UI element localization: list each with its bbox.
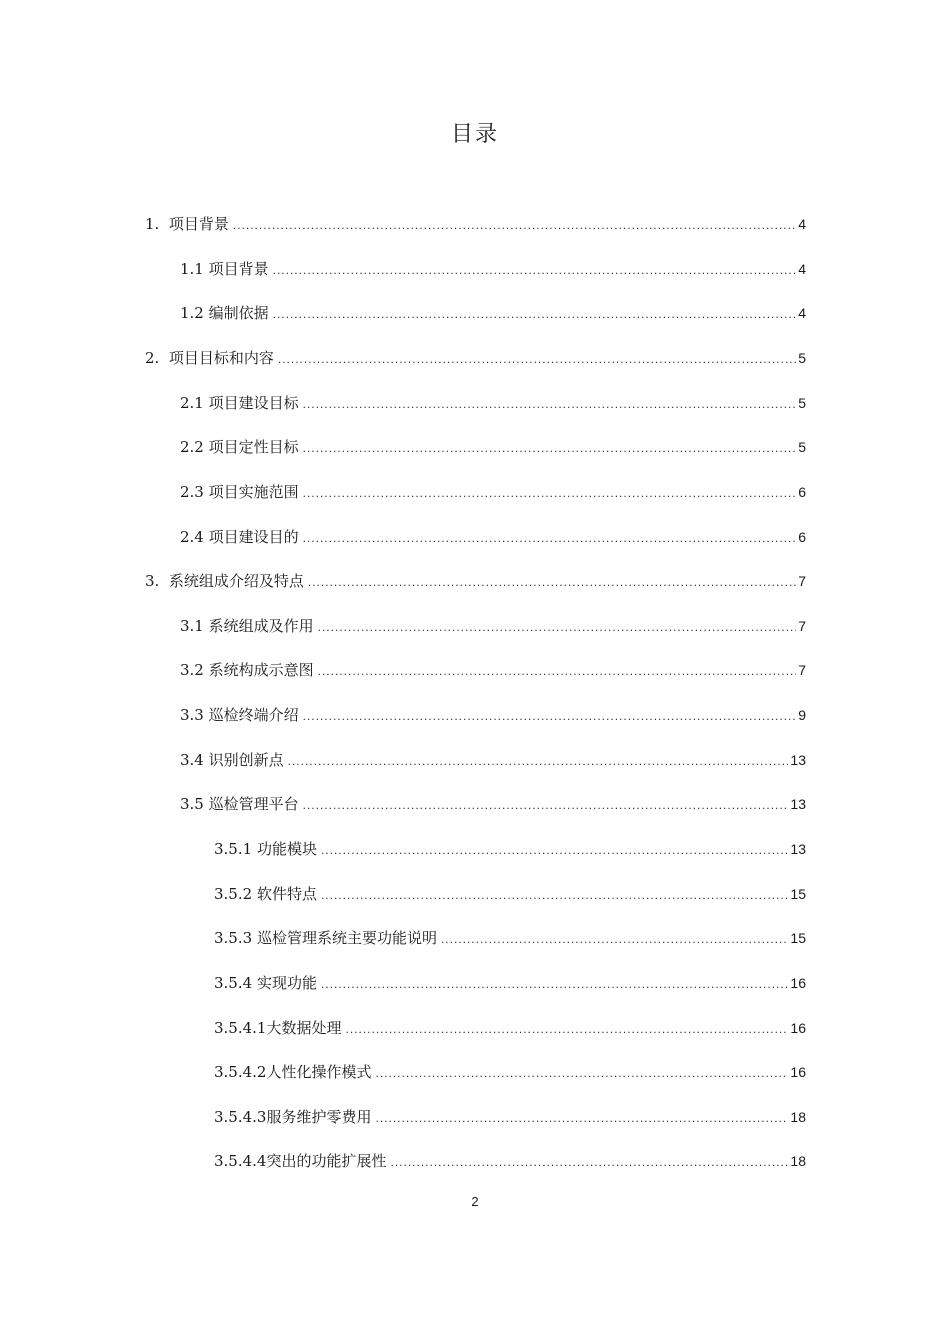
entry-title: 识别创新点 (208, 751, 284, 769)
entry-number: 3.3 (180, 706, 209, 724)
entry-page-number: 18 (790, 1153, 806, 1169)
entry-number: 3.5.4.1 (214, 1019, 267, 1037)
dot-leader (376, 1106, 789, 1130)
toc-entry-2[interactable] (145, 346, 806, 370)
toc-entry-3-4[interactable] (180, 748, 806, 772)
entry-title: 项目建设目的 (208, 528, 299, 546)
entry-page-number: 7 (798, 573, 806, 589)
entry-number: 3.5.3 (214, 929, 257, 947)
entry-page-number: 9 (798, 707, 806, 723)
entry-title: 项目建设目标 (208, 394, 299, 412)
entry-title: 人性化操作模式 (266, 1063, 372, 1081)
toc-entry-3-5-1[interactable] (214, 837, 806, 861)
entry-title: 项目定性目标 (208, 438, 299, 456)
dot-leader (321, 972, 788, 996)
dot-leader (303, 436, 797, 460)
toc-entry-3-5-2[interactable] (214, 882, 806, 906)
dot-leader (278, 347, 796, 371)
entry-number: 2. (145, 349, 169, 367)
entry-number: 2.2 (180, 438, 209, 456)
dot-leader (441, 927, 788, 951)
toc-entry-3[interactable] (145, 569, 806, 593)
entry-number: 2.1 (180, 394, 209, 412)
entry-title: 巡检管理系统主要功能说明 (256, 929, 437, 947)
entry-number: 1.2 (180, 304, 209, 322)
dot-leader (303, 704, 797, 728)
toc-entry-2-3[interactable] (180, 480, 806, 504)
toc-entry-3-2[interactable] (180, 658, 806, 682)
dot-leader (376, 1061, 789, 1085)
entry-title: 大数据处理 (266, 1019, 342, 1037)
entry-number: 1. (145, 215, 169, 233)
toc-entry-3-5-4-2[interactable] (214, 1060, 806, 1084)
dot-leader (303, 392, 797, 416)
entry-page-number: 4 (798, 216, 806, 232)
entry-page-number: 16 (790, 1064, 806, 1080)
toc-entry-1-1[interactable] (180, 257, 806, 281)
toc-entry-3-5-3[interactable] (214, 926, 806, 950)
entry-number: 3.4 (180, 751, 209, 769)
entry-page-number: 15 (790, 930, 806, 946)
toc-entry-3-5-4-3[interactable] (214, 1105, 806, 1129)
entry-number: 1.1 (180, 260, 209, 278)
toc-entry-3-5-4-1[interactable] (214, 1016, 806, 1040)
entry-number: 3.5.2 (214, 885, 257, 903)
entry-number: 2.4 (180, 528, 209, 546)
dot-leader (273, 258, 797, 282)
entry-page-number: 6 (798, 484, 806, 500)
dot-leader (303, 793, 789, 817)
dot-leader (318, 615, 797, 639)
page-title: 目录 (450, 122, 499, 147)
dot-leader (318, 659, 797, 683)
entry-number: 3.1 (180, 617, 209, 635)
entry-page-number: 5 (798, 350, 806, 366)
entry-number: 3.5.4.2 (214, 1063, 267, 1081)
entry-title: 巡检终端介绍 (208, 706, 299, 724)
entry-page-number: 13 (790, 841, 806, 857)
toc-entry-1[interactable] (145, 212, 806, 236)
dot-leader (321, 883, 788, 907)
entry-title: 实现功能 (256, 974, 317, 992)
entry-page-number: 7 (798, 662, 806, 678)
entry-page-number: 5 (798, 395, 806, 411)
toc-entry-3-3[interactable] (180, 703, 806, 727)
entry-page-number: 4 (798, 261, 806, 277)
entry-page-number: 6 (798, 529, 806, 545)
entry-title: 项目目标和内容 (168, 349, 274, 367)
entry-title: 编制依据 (208, 304, 269, 322)
dot-leader (303, 481, 797, 505)
entry-number: 2.3 (180, 483, 209, 501)
entry-title: 项目背景 (168, 215, 229, 233)
entry-title: 项目实施范围 (208, 483, 299, 501)
entry-title: 系统组成及作用 (208, 617, 314, 635)
toc-entry-3-5-4[interactable] (214, 971, 806, 995)
entry-page-number: 13 (790, 796, 806, 812)
dot-leader (308, 570, 796, 594)
dot-leader (303, 526, 797, 550)
entry-title: 服务维护零费用 (266, 1108, 372, 1126)
dot-leader (288, 749, 789, 773)
entry-page-number: 15 (790, 886, 806, 902)
entry-page-number: 4 (798, 305, 806, 321)
toc-entry-2-1[interactable] (180, 391, 806, 415)
toc-entry-1-2[interactable] (180, 301, 806, 325)
toc-entry-3-1[interactable] (180, 614, 806, 638)
dot-leader (321, 838, 788, 862)
dot-leader (391, 1150, 789, 1174)
entry-page-number: 13 (790, 752, 806, 768)
entry-number: 3.5 (180, 795, 209, 813)
footer-page-number: 2 (471, 1194, 479, 1209)
entry-title: 巡检管理平台 (208, 795, 299, 813)
dot-leader (233, 213, 796, 237)
entry-page-number: 16 (790, 975, 806, 991)
entry-title: 系统组成介绍及特点 (168, 572, 304, 590)
entry-number: 3.5.4.3 (214, 1108, 267, 1126)
entry-page-number: 18 (790, 1109, 806, 1125)
entry-number: 3.5.1 (214, 840, 257, 858)
entry-page-number: 16 (790, 1020, 806, 1036)
entry-number: 3.5.4 (214, 974, 257, 992)
entry-title: 软件特点 (256, 885, 317, 903)
entry-page-number: 7 (798, 618, 806, 634)
entry-title: 系统构成示意图 (208, 661, 314, 679)
entry-title: 项目背景 (208, 260, 269, 278)
entry-number: 3.5.4.4 (214, 1152, 267, 1170)
toc-entry-2-2[interactable] (180, 435, 806, 459)
entry-page-number: 5 (798, 439, 806, 455)
toc-entry-2-4[interactable] (180, 525, 806, 549)
entry-title: 突出的功能扩展性 (266, 1152, 387, 1170)
toc-entry-3-5[interactable] (180, 792, 806, 816)
entry-number: 3. (145, 572, 169, 590)
entry-number: 3.2 (180, 661, 209, 679)
dot-leader (273, 302, 797, 326)
entry-title: 功能模块 (256, 840, 317, 858)
toc-entry-3-5-4-4[interactable] (214, 1149, 806, 1173)
dot-leader (346, 1017, 789, 1041)
